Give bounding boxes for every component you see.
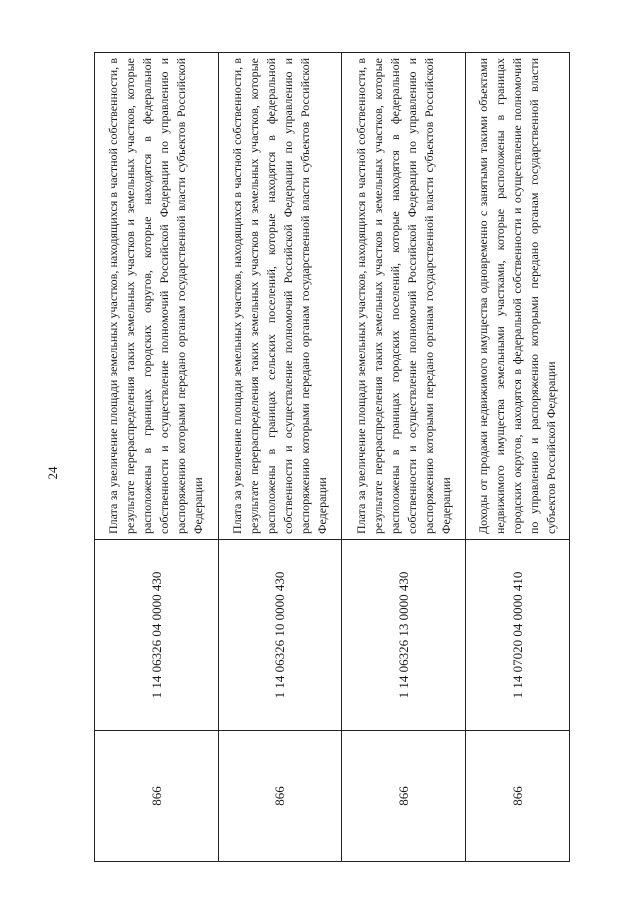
description-cell: Плата за увеличение площади земельных участков, находящихся в частной собственности, в результате перераспределения таких земельных участков и земельных участков, которые расположены в границах городских поселений, которые находятся в федеральной собственности и осуществление полномочий Российской Федерации по управлению и распоряжению которыми передано органам государственной власти субъектов Российской Федерации [342, 53, 466, 540]
table-row [465, 53, 569, 862]
description-cell: Доходы от продажи недвижимого имущества одновременно с занятыми такими объектами недвижимого имущества земельными участками, которые расположены в границах городских округов, находятся в федеральной собственности и осуществление полномочий по управлению и распоряжению которыми передано органам государственной власти субъектов Российской Федерации [465, 53, 569, 540]
admin-code-cell: 866 [218, 731, 342, 862]
table-row [218, 53, 342, 862]
admin-code-cell: 866 [342, 731, 466, 862]
kbk-code-cell: 1 14 07020 04 0000 410 [465, 540, 569, 731]
revenue-codes-table [94, 52, 570, 862]
kbk-code-cell: 1 14 06326 04 0000 430 [95, 540, 219, 731]
kbk-code-cell: 1 14 06326 13 0000 430 [342, 540, 466, 731]
table-row [95, 53, 219, 862]
table-rotation-frame [94, 52, 570, 862]
admin-code-cell: 866 [95, 731, 219, 862]
page-number: 24 [45, 466, 60, 480]
description-cell: Плата за увеличение площади земельных участков, находящихся в частной собственности, в результате перераспределения таких земельных участков и земельных участков, которые расположены в границах сельских поселений, которые находятся в федеральной собственности и осуществление полномочий Российской Федерации по управлению и распоряжению которыми передано органам государственной власти субъектов Российской Федерации [218, 53, 342, 540]
admin-code-cell: 866 [465, 731, 569, 862]
table-row [342, 53, 466, 862]
kbk-code-cell: 1 14 06326 10 0000 430 [218, 540, 342, 731]
description-cell: Плата за увеличение площади земельных участков, находящихся в частной собственности, в результате перераспределения таких земельных участков и земельных участков, которые расположены в границах городских округов, которые находятся в федеральной собственности и осуществление полномочий Российской Федерации по управлению и распоряжению которыми передано органам государственной власти субъектов Российской Федерации [95, 53, 219, 540]
